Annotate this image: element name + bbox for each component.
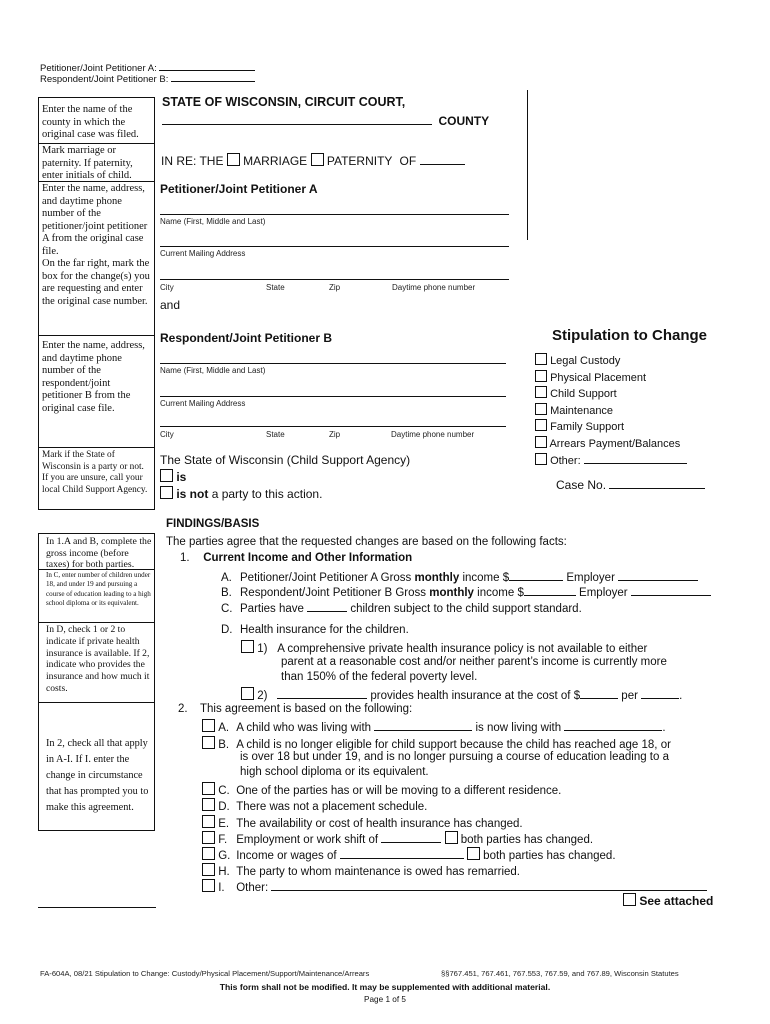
page-number: Page 1 of 5 [364,995,406,1004]
divider [38,335,155,336]
letter: C. [221,603,233,615]
employment-field[interactable] [381,833,441,843]
marriage-checkbox[interactable] [227,153,240,166]
findings-heading: FINDINGS/BASIS [166,518,260,530]
insurance-1-text-3: than 150% of the federal poverty level. [281,671,478,683]
res-b-city-line[interactable] [160,426,506,427]
signature-line [38,907,156,908]
case-no-row [556,478,705,492]
change-a [202,719,666,734]
other-field[interactable] [584,454,687,464]
pet-a-name-line[interactable] [160,214,509,215]
option-label: Family Support [550,421,625,434]
state-help-text: Mark if the State of Wisconsin is a party or not. If you are unsure, call your local Child Support Agency. [42,450,148,495]
section-2-title [178,703,412,715]
option-label: Child Support [550,388,617,401]
children-help-text: In C, enter number of children under 18, and under 19 and pursuing a course of education leading to a high school diploma or its equivalent. [46,571,151,608]
change-f [202,831,593,846]
checkbox[interactable] [535,419,547,431]
checkbox[interactable] [535,386,547,398]
monthly-label: monthly [429,587,474,599]
court-title: STATE OF WISCONSIN, CIRCUIT COURT, [162,95,406,109]
income-b-label: Respondent/Joint Petitioner B Gross [240,587,427,599]
in-re-label: IN RE: THE [161,154,224,168]
change-i-text: Other: [236,882,269,894]
header-label-a: Petitioner/Joint Petitioner A: [40,63,157,74]
change-help-text: In 2, check all that apply in A-I. If I. enter the change in circumstance that has prompted you to make this agreement. [46,738,149,813]
option-num: 2) [257,690,268,702]
sidebar2-border-top [38,533,155,534]
change-c-checkbox[interactable] [202,782,215,795]
petitioner-a-heading: Petitioner/Joint Petitioner A [160,182,318,196]
letter: D. [218,801,230,813]
change-b [202,736,671,751]
letter: G. [218,850,231,862]
state-is-label: is [176,470,187,484]
option-label: Maintenance [550,404,614,417]
letter: C. [218,785,230,797]
change-g [202,847,616,862]
pet-a-city-label: City [160,283,174,292]
right-help-text: On the far right, mark the box for the change(s) you are requesting and enter the original case number. [42,258,150,307]
respondent-b-header [40,72,255,86]
marriage-label: MARRIAGE [243,154,308,168]
change-h-text: The party to whom maintenance is owed has remarried. [236,866,521,878]
insurance-option-1 [241,640,647,658]
mark-help-text: Mark marriage or paternity. If paternity, enter initials of child. [42,145,133,181]
children-count-field[interactable] [307,602,347,612]
header-label-b: Respondent/Joint Petitioner B: [40,74,169,85]
sidebar-border-top [38,97,155,98]
change-f-checkbox[interactable] [202,831,215,844]
divider [38,447,155,448]
insurance-cost-field[interactable] [580,689,618,699]
findings-intro: The parties agree that the requested changes are based on the following facts: [166,536,567,548]
state-is-row [160,469,186,484]
option-family-support[interactable] [535,419,687,436]
insurance-2-checkbox[interactable] [241,687,254,700]
change-a-checkbox[interactable] [202,719,215,732]
both-parties-f-checkbox[interactable] [445,831,458,844]
change-e-text: The availability or cost of health insurance has changed. [236,818,523,830]
change-i-checkbox[interactable] [202,879,215,892]
option-label: Other: [550,454,581,467]
insurance-help-text: In D, check 1 or 2 to indicate if private health insurance is available. If 2, indicate who provides the insurance and how much it costs. [46,624,150,694]
change-c-text: One of the parties has or will be moving to a different residence. [236,785,562,797]
pet-a-help-text: Enter the name, address, and daytime phone number of the petitioner/joint petitioner A from the original case file. [42,183,148,257]
option-num: 1) [257,643,268,655]
employer-label: Employer [566,572,615,584]
insurance-1-text: A comprehensive private health insurance policy is not available to either [277,643,648,655]
divider [38,143,155,144]
employer-a-field[interactable] [618,571,698,581]
see-attached-checkbox[interactable] [623,893,636,906]
pet-a-name-label: Name (First, Middle and Last) [160,217,266,226]
option-label: Legal Custody [550,355,621,367]
change-a-text: A child who was living with [236,722,372,734]
income-label: income $ [477,587,524,599]
stipulation-title: Stipulation to Change [552,327,707,344]
pet-a-zip-label: Zip [329,283,341,292]
res-b-name-line[interactable] [160,363,506,364]
children-label-post: children subject to the child support standard. [350,603,582,615]
paternity-checkbox[interactable] [311,153,324,166]
income-a-label: Petitioner/Joint Petitioner A Gross [240,572,412,584]
letter: A. [218,722,230,734]
other-change-field[interactable] [271,881,707,891]
respondent-b-header-field[interactable] [171,72,255,82]
state-is-not-checkbox[interactable] [160,486,173,499]
change-h-checkbox[interactable] [202,863,215,876]
income-wages-field[interactable] [340,849,464,859]
letter: F. [218,834,228,846]
now-living-with-field[interactable] [564,721,662,731]
county-label: COUNTY [438,114,490,128]
sidebar-border-bottom [38,509,155,510]
checkbox[interactable] [535,370,547,382]
footer-notice: This form shall not be modified. It may be supplemented with additional material. [219,982,551,992]
change-e-checkbox[interactable] [202,815,215,828]
pet-a-state-label: State [266,283,285,292]
insurance-label: Health insurance for the children. [240,624,409,636]
of-label: OF [399,154,417,168]
option-label: Physical Placement [550,371,647,384]
employer-b-field[interactable] [631,586,711,596]
in-re-row [161,153,465,168]
income-a-field[interactable] [509,571,563,581]
income-label: income $ [462,572,510,584]
pet-a-address-label: Current Mailing Address [160,249,246,258]
res-b-address-line[interactable] [160,396,506,397]
option-arrears[interactable] [535,436,687,453]
children-label: Parties have [240,603,304,615]
res-b-state-label: State [266,430,285,439]
change-b-text-3: high school diploma or its equivalent. [240,766,429,778]
insurance-option-2 [241,687,682,702]
living-with-field[interactable] [374,721,472,731]
case-no-label: Case No. [556,478,607,492]
per-label: per [621,690,638,702]
checkbox[interactable] [535,436,547,448]
change-b-text-2: is over 18 but under 19, and is no longer pursuing a course of education leading to a [240,751,669,763]
state-party-text: The State of Wisconsin (Child Support Agency) [160,453,411,467]
section-2-num: 2. [178,703,188,715]
pet-a-city-line[interactable] [160,279,509,280]
pet-b-help-text: Enter the name, address, and daytime phone number of the respondent/joint petitioner B from the original case file. [42,340,145,414]
change-f-text-2: both parties has changed. [460,834,594,846]
sidebar2-border-left [38,533,39,830]
letter: I. [218,882,225,894]
change-f-text: Employment or work shift of [236,834,379,846]
paternity-label: PATERNITY [326,154,393,168]
child-initials-field[interactable] [420,155,465,165]
both-parties-g-checkbox[interactable] [467,847,480,860]
res-b-phone-label: Daytime phone number [391,430,475,439]
change-g-checkbox[interactable] [202,847,215,860]
income-b-field[interactable] [524,586,576,596]
sidebar2-border-right [154,533,155,830]
period: . [662,722,666,734]
case-no-field[interactable] [609,479,705,489]
respondent-b-heading: Respondent/Joint Petitioner B [160,331,333,345]
see-attached-row [623,893,713,908]
insurance-cost-label: provides health insurance at the cost of $ [370,690,581,702]
change-e [202,815,523,830]
insurance-1-text-2: parent at a reasonable cost and/or neither parent’s income is currently more [281,656,667,668]
petitioner-a-header-field[interactable] [159,61,255,71]
res-b-city-label: City [160,430,174,439]
state-is-not-row [160,486,322,501]
income-a-row [221,571,698,584]
checkbox[interactable] [535,453,547,465]
section-1-heading: Current Income and Other Information [203,552,413,564]
letter: A. [221,572,232,584]
divider [38,622,155,623]
checkbox[interactable] [535,403,547,415]
monthly-label: monthly [414,572,460,584]
change-g-text: Income or wages of [236,850,337,862]
and-label: and [160,298,181,312]
section-2-heading: This agreement is based on the following: [200,703,413,715]
change-b-checkbox[interactable] [202,736,215,749]
employer-label: Employer [579,587,628,599]
insurance-row [221,624,409,636]
option-legal-custody[interactable] [535,353,687,370]
stipulation-options [535,353,687,469]
letter: B. [218,739,230,751]
change-d-text: There was not a placement schedule. [236,801,428,813]
state-is-checkbox[interactable] [160,469,173,482]
pet-a-phone-label: Daytime phone number [392,283,476,292]
see-attached-label: See attached [639,894,714,908]
children-row [221,602,582,615]
change-b-text: A child is no longer eligible for child support because the child has reached age 18, or [236,739,671,751]
option-child-support[interactable] [535,386,687,403]
county-field[interactable] [162,113,432,125]
section-1-num: 1. [180,552,190,564]
change-a-text-2: is now living with [475,722,562,734]
divider [38,702,155,703]
letter: E. [218,818,230,830]
pet-a-address-line[interactable] [160,246,509,247]
county-help-text: Enter the name of the county in which the original case was filed. [42,104,139,140]
state-is-not-label: is not [176,487,209,501]
income-b-row [221,586,711,599]
footer-statutes: §§767.451, 767.461, 767.553, 767.59, and 767.89, Wisconsin Statutes [441,969,679,978]
res-b-name-label: Name (First, Middle and Last) [160,366,266,375]
change-g-text-2: both parties has changed. [483,850,616,862]
option-maintenance[interactable] [535,403,687,420]
option-physical-placement[interactable] [535,370,687,387]
sidebar2-border-bottom [38,830,155,831]
change-c [202,782,561,797]
change-h [202,863,520,878]
change-d-checkbox[interactable] [202,798,215,811]
footer-form-id: FA-604A, 08/21 Stipulation to Change: Custody/Physical Placement/Support/Maintenance/Arrears [40,969,370,978]
county-row [162,112,489,130]
change-d [202,798,427,813]
insurance-1-checkbox[interactable] [241,640,254,653]
res-b-zip-label: Zip [329,430,341,439]
insurance-provider-field[interactable] [277,689,367,699]
checkbox[interactable] [535,353,547,365]
letter: H. [218,866,230,878]
caption-divider [527,90,528,240]
insurance-period-field[interactable] [641,689,679,699]
res-b-address-label: Current Mailing Address [160,399,246,408]
option-label: Arrears Payment/Balances [549,437,681,450]
period: . [679,690,683,702]
option-other[interactable] [535,453,687,470]
state-party-rest: a party to this action. [211,487,323,501]
income-help-text: In 1.A and B, complete the gross income (before taxes) for both parties. [46,536,152,570]
section-1-title [180,552,412,564]
letter: D. [221,624,233,636]
change-i [202,879,707,894]
letter: B. [221,587,232,599]
